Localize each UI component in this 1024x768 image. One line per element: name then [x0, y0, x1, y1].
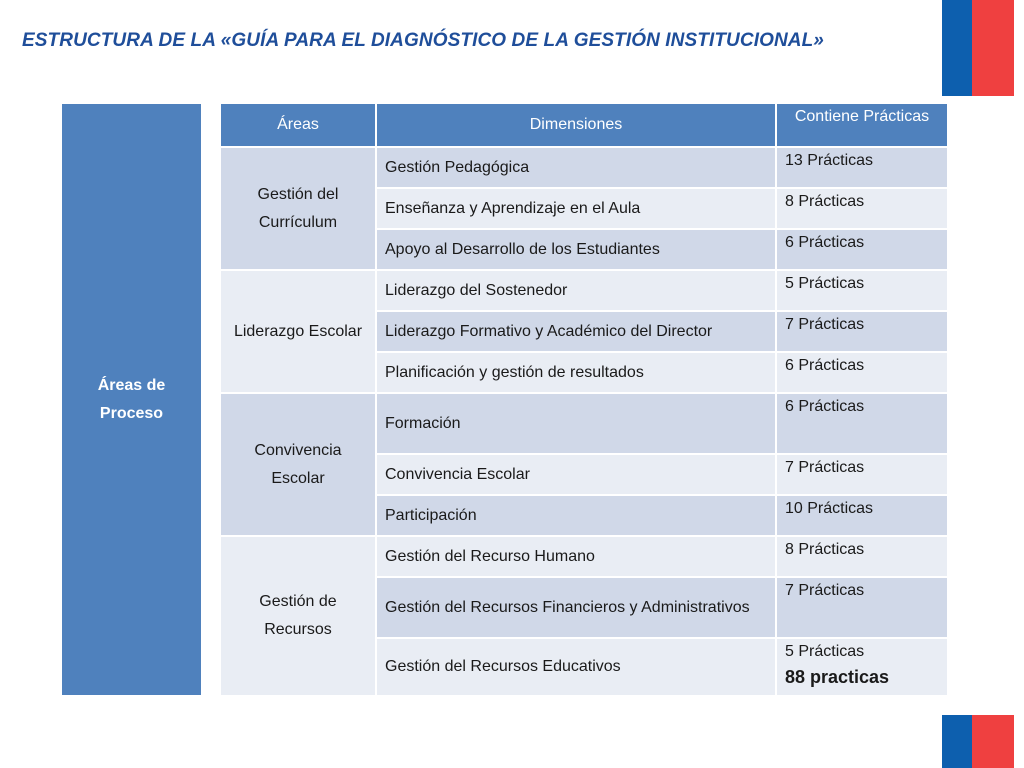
header-dimensiones: Dimensiones — [376, 103, 776, 147]
practicas-cell: 7 Prácticas — [776, 577, 948, 638]
dimension-cell: Apoyo al Desarrollo de los Estudiantes — [376, 229, 776, 270]
diagnostic-structure-table — [60, 102, 949, 697]
dimension-cell: Planificación y gestión de resultados — [376, 352, 776, 393]
dimension-cell: Gestión del Recursos Educativos — [376, 638, 776, 696]
total-practicas: 88 practicas — [785, 667, 890, 687]
practicas-cell: 13 Prácticas — [776, 147, 948, 188]
slide-title: ESTRUCTURA DE LA «GUÍA PARA EL DIAGNÓSTICO DE LA GESTIÓN INSTITUCIONAL» — [22, 30, 824, 51]
practicas-cell: 5 Prácticas — [776, 270, 948, 311]
practicas-cell: 8 Prácticas — [776, 188, 948, 229]
practicas-cell — [776, 638, 948, 696]
dimension-cell: Convivencia Escolar — [376, 454, 776, 495]
dimension-cell: Participación — [376, 495, 776, 536]
process-areas-label: Áreas de Proceso — [97, 376, 166, 422]
dimension-cell: Gestión del Recursos Financieros y Administrativos — [376, 577, 776, 638]
dimension-cell: Liderazgo del Sostenedor — [376, 270, 776, 311]
practicas-cell: 6 Prácticas — [776, 393, 948, 454]
dimension-cell: Gestión Pedagógica — [376, 147, 776, 188]
area-cell — [220, 147, 376, 270]
header-areas: Áreas — [220, 103, 376, 147]
area-name: Convivencia Escolar — [254, 441, 342, 487]
practicas-cell: 6 Prácticas — [776, 229, 948, 270]
dimension-cell: Formación — [376, 393, 776, 454]
header-practicas: Contiene Prácticas — [776, 103, 948, 147]
dimension-cell: Liderazgo Formativo y Académico del Director — [376, 311, 776, 352]
practicas-cell: 7 Prácticas — [776, 454, 948, 495]
process-areas-cell — [61, 103, 202, 696]
area-cell — [220, 270, 376, 393]
area-name: Gestión de Recursos — [259, 593, 337, 638]
area-name: Gestión del Currículum — [257, 185, 339, 231]
practicas-cell: 6 Prácticas — [776, 352, 948, 393]
area-cell — [220, 393, 376, 536]
practicas-cell: 7 Prácticas — [776, 311, 948, 352]
practicas-cell: 10 Prácticas — [776, 495, 948, 536]
dimension-cell: Gestión del Recurso Humano — [376, 536, 776, 577]
flag-decoration-top — [942, 0, 1014, 96]
flag-decoration-bottom — [942, 715, 1014, 768]
practicas-value: 5 Prácticas — [785, 643, 865, 660]
practicas-cell: 8 Prácticas — [776, 536, 948, 577]
area-name: Liderazgo Escolar — [233, 322, 363, 340]
area-cell — [220, 536, 376, 696]
dimension-cell: Enseñanza y Aprendizaje en el Aula — [376, 188, 776, 229]
column-gap — [202, 103, 220, 696]
